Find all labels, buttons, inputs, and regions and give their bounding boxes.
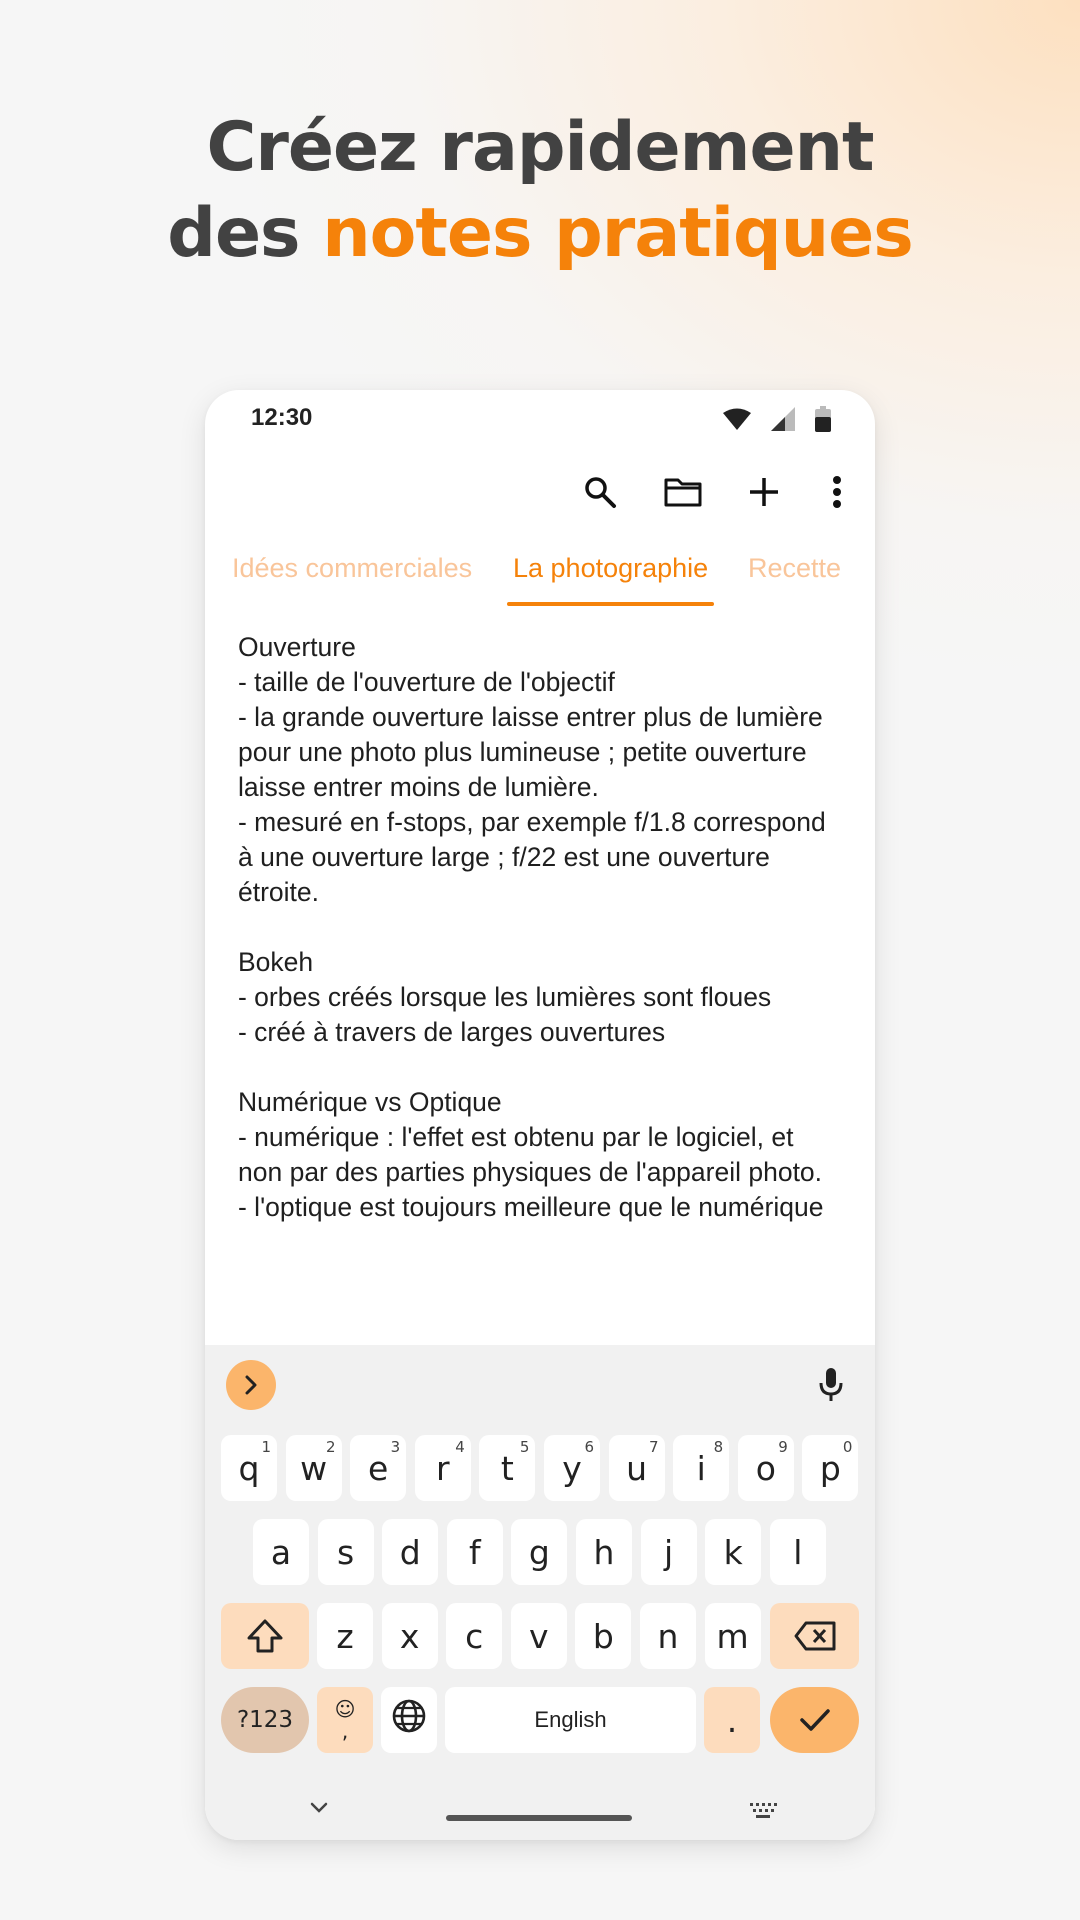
status-icons <box>723 406 831 437</box>
home-indicator[interactable] <box>446 1815 632 1821</box>
key-z[interactable] <box>317 1603 373 1669</box>
headline-line-2 <box>0 191 1080 277</box>
note-line: - mesuré en f-stops, par exemple f/1.8 correspond <box>238 807 826 837</box>
key-hint: 2 <box>326 1438 336 1456</box>
key-hint: 9 <box>778 1438 788 1456</box>
headline-line-1: Créez rapidement <box>206 108 874 187</box>
note-line: à une ouverture large ; f/22 est une ouverture <box>238 842 770 872</box>
note-line: non par des parties physiques de l'appareil photo. <box>238 1157 823 1187</box>
key-e[interactable] <box>350 1435 406 1501</box>
key-c[interactable] <box>446 1603 502 1669</box>
status-bar <box>205 390 875 450</box>
key-t[interactable] <box>479 1435 535 1501</box>
globe-icon <box>391 1698 427 1742</box>
key-label: g <box>528 1532 550 1572</box>
key-label: b <box>592 1616 614 1656</box>
key-v[interactable] <box>511 1603 567 1669</box>
expand-toolbar-button[interactable] <box>226 1360 276 1410</box>
key-w[interactable] <box>286 1435 342 1501</box>
key-d[interactable] <box>382 1519 438 1585</box>
headline-prefix: des <box>167 194 323 273</box>
add-icon[interactable] <box>736 464 792 520</box>
note-line: Bokeh <box>238 947 314 977</box>
key-r[interactable] <box>415 1435 471 1501</box>
wifi-icon <box>723 408 751 435</box>
note-line: étroite. <box>238 877 320 907</box>
note-line: pour une photo plus lumineuse ; petite ouverture <box>238 737 807 767</box>
note-line <box>238 1050 868 1085</box>
key-label: d <box>399 1532 421 1572</box>
key-label: y <box>562 1448 582 1488</box>
key-p[interactable] <box>802 1435 858 1501</box>
key-label: n <box>657 1616 679 1656</box>
note-line: Numérique vs Optique <box>238 1087 502 1117</box>
tab-la-photographie[interactable]: La photographie <box>513 530 708 606</box>
keyboard-suggestion-bar <box>205 1345 875 1423</box>
search-icon[interactable] <box>572 464 628 520</box>
key-b[interactable] <box>575 1603 631 1669</box>
key-label: i <box>696 1448 706 1488</box>
more-vert-icon[interactable] <box>809 464 865 520</box>
comma-label: , <box>341 1719 349 1743</box>
key-label: h <box>593 1532 615 1572</box>
key-u[interactable] <box>609 1435 665 1501</box>
emoji-key[interactable] <box>317 1687 373 1753</box>
note-line: - taille de l'ouverture de l'objectif <box>238 667 615 697</box>
key-k[interactable] <box>705 1519 761 1585</box>
key-label: e <box>368 1448 389 1488</box>
check-icon <box>799 1701 831 1740</box>
space-key[interactable]: English <box>445 1687 696 1753</box>
key-s[interactable] <box>318 1519 374 1585</box>
note-line: laisse entrer moins de lumière. <box>238 772 599 802</box>
tab-bar <box>205 530 875 606</box>
key-x[interactable] <box>382 1603 438 1669</box>
folder-icon[interactable] <box>655 464 711 520</box>
key-o[interactable] <box>738 1435 794 1501</box>
key-label: r <box>436 1448 450 1488</box>
tab-recette[interactable]: Recette <box>748 552 842 583</box>
headline-accent: notes pratiques <box>322 194 913 273</box>
tab-idees-commerciales[interactable]: Idées commerciales <box>232 552 473 583</box>
keyboard-switch-icon[interactable] <box>748 1801 778 1826</box>
key-y[interactable] <box>544 1435 600 1501</box>
phone-frame <box>205 390 875 1840</box>
key-label: a <box>270 1532 292 1572</box>
emoji-icon: ☺ <box>334 1697 356 1721</box>
key-hint: 7 <box>649 1438 659 1456</box>
key-i[interactable] <box>673 1435 729 1501</box>
symbols-key[interactable]: ?123 <box>221 1687 309 1753</box>
note-line: - l'optique est toujours meilleure que le numérique <box>238 1192 824 1222</box>
key-label: p <box>819 1448 841 1488</box>
note-line: - numérique : l'effet est obtenu par le logiciel, et <box>238 1122 794 1152</box>
key-g[interactable] <box>511 1519 567 1585</box>
key-a[interactable] <box>253 1519 309 1585</box>
backspace-key[interactable] <box>770 1603 859 1669</box>
key-label: x <box>399 1616 420 1656</box>
key-hint: 8 <box>713 1438 724 1456</box>
note-line: Ouverture <box>238 632 356 662</box>
key-label: o <box>755 1448 776 1488</box>
key-label: c <box>465 1616 484 1656</box>
key-label: z <box>336 1616 354 1656</box>
note-line <box>238 910 868 945</box>
key-label: w <box>300 1448 328 1488</box>
key-label: v <box>529 1616 549 1656</box>
key-label: s <box>336 1532 355 1572</box>
key-label: m <box>716 1616 749 1656</box>
key-n[interactable] <box>640 1603 696 1669</box>
note-line: - la grande ouverture laisse entrer plus de lumière <box>238 702 823 732</box>
shift-key[interactable] <box>221 1603 309 1669</box>
toolbar <box>205 452 875 532</box>
key-j[interactable] <box>641 1519 697 1585</box>
done-key[interactable] <box>770 1687 859 1753</box>
battery-icon <box>815 406 831 437</box>
key-h[interactable] <box>576 1519 632 1585</box>
key-label: t <box>500 1448 514 1488</box>
key-label: k <box>723 1532 743 1572</box>
mic-icon[interactable] <box>811 1363 851 1407</box>
key-hint: 3 <box>390 1438 401 1456</box>
key-label: q <box>238 1448 260 1488</box>
key-label: j <box>664 1532 674 1572</box>
key-l[interactable] <box>770 1519 826 1585</box>
period-key[interactable]: . <box>704 1687 760 1753</box>
key-q[interactable] <box>221 1435 277 1501</box>
key-hint: 0 <box>842 1438 853 1456</box>
keyboard <box>205 1345 875 1840</box>
chevron-down-icon[interactable] <box>309 1801 329 1820</box>
status-time: 12:30 <box>251 404 313 431</box>
note-line: - créé à travers de larges ouvertures <box>238 1017 666 1047</box>
key-label: l <box>793 1532 803 1572</box>
signal-icon <box>771 407 795 436</box>
language-key[interactable] <box>381 1687 437 1753</box>
key-f[interactable] <box>447 1519 503 1585</box>
key-label: f <box>468 1532 481 1572</box>
key-hint: 4 <box>455 1438 465 1456</box>
headline <box>0 105 1080 277</box>
key-hint: 6 <box>584 1438 594 1456</box>
key-hint: 1 <box>261 1438 271 1456</box>
note-editor[interactable] <box>238 630 868 1225</box>
navigation-bar <box>205 1777 875 1840</box>
key-hint: 5 <box>519 1438 530 1456</box>
key-label: u <box>626 1448 648 1488</box>
note-line: - orbes créés lorsque les lumières sont floues <box>238 982 772 1012</box>
key-m[interactable] <box>705 1603 761 1669</box>
